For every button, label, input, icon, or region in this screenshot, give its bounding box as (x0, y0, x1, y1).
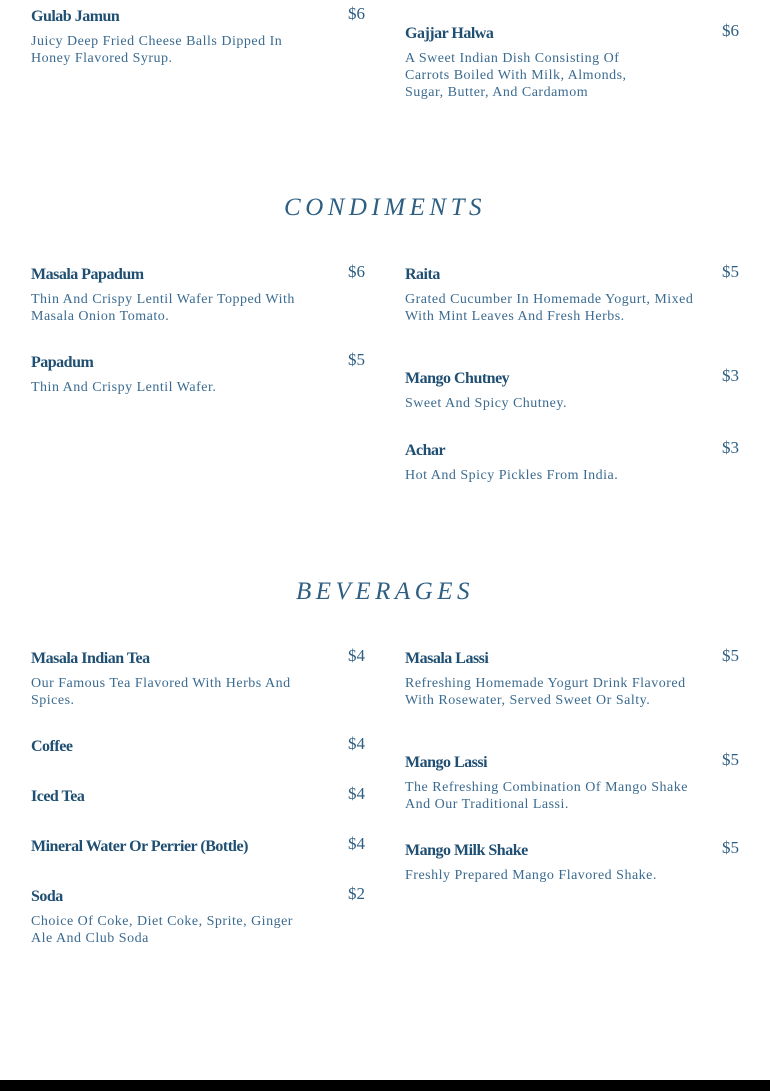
section-title-beverages: BEVERAGES (296, 578, 474, 605)
item-description: Choice Of Coke, Diet Coke, Sprite, Ginger Ale And Club Soda (31, 914, 293, 946)
item-description: Thin And Crispy Lentil Wafer. (31, 380, 217, 395)
item-name: Soda (31, 888, 63, 905)
section-title-condiments: CONDIMENTS (284, 194, 486, 221)
item-name: Gulab Jamun (31, 8, 120, 25)
item-name: Coffee (31, 738, 73, 755)
item-name: Mango Chutney (405, 370, 510, 387)
item-name: Masala Indian Tea (31, 650, 150, 667)
item-description: Grated Cucumber In Homemade Yogurt, Mixed With Mint Leaves And Fresh Herbs. (405, 292, 694, 324)
item-name: Mango Milk Shake (405, 842, 528, 859)
item-name: Achar (405, 442, 446, 459)
item-description: Freshly Prepared Mango Flavored Shake. (405, 868, 657, 883)
item-price: $5 (722, 838, 739, 857)
item-price: $3 (722, 438, 739, 457)
item-name: Iced Tea (31, 788, 85, 805)
item-price: $5 (722, 750, 739, 769)
item-description: The Refreshing Combination Of Mango Shake And Our Traditional Lassi. (405, 780, 688, 812)
item-description: Sweet And Spicy Chutney. (405, 396, 567, 411)
item-description: Hot And Spicy Pickles From India. (405, 468, 619, 483)
item-price: $2 (348, 884, 365, 903)
item-name: Masala Lassi (405, 650, 489, 667)
item-description: Juicy Deep Fried Cheese Balls Dipped In Honey Flavored Syrup. (31, 34, 283, 66)
item-name: Gajjar Halwa (405, 25, 494, 42)
item-name: Raita (405, 266, 440, 283)
item-description: Thin And Crispy Lentil Wafer Topped With Masala Onion Tomato. (31, 292, 295, 324)
item-price: $3 (722, 366, 739, 385)
item-name: Masala Papadum (31, 266, 144, 283)
item-name: Mango Lassi (405, 754, 488, 771)
item-name: Mineral Water Or Perrier (Bottle) (31, 838, 248, 855)
item-price: $5 (722, 262, 739, 281)
item-description: A Sweet Indian Dish Consisting Of Carrots Boiled With Milk, Almonds, Sugar, Butter, And Cardamom (405, 51, 627, 100)
item-price: $5 (722, 646, 739, 665)
item-price: $6 (348, 262, 365, 281)
bottom-edge-bar (0, 1080, 770, 1091)
item-price: $4 (348, 834, 365, 853)
item-price: $6 (348, 4, 365, 23)
item-price: $6 (722, 21, 739, 40)
item-price: $4 (348, 784, 365, 803)
item-price: $5 (348, 350, 365, 369)
item-description: Refreshing Homemade Yogurt Drink Flavored With Rosewater, Served Sweet Or Salty. (405, 676, 686, 708)
item-price: $4 (348, 734, 365, 753)
item-name: Papadum (31, 354, 94, 371)
item-description: Our Famous Tea Flavored With Herbs And Spices. (31, 676, 291, 708)
item-price: $4 (348, 646, 365, 665)
